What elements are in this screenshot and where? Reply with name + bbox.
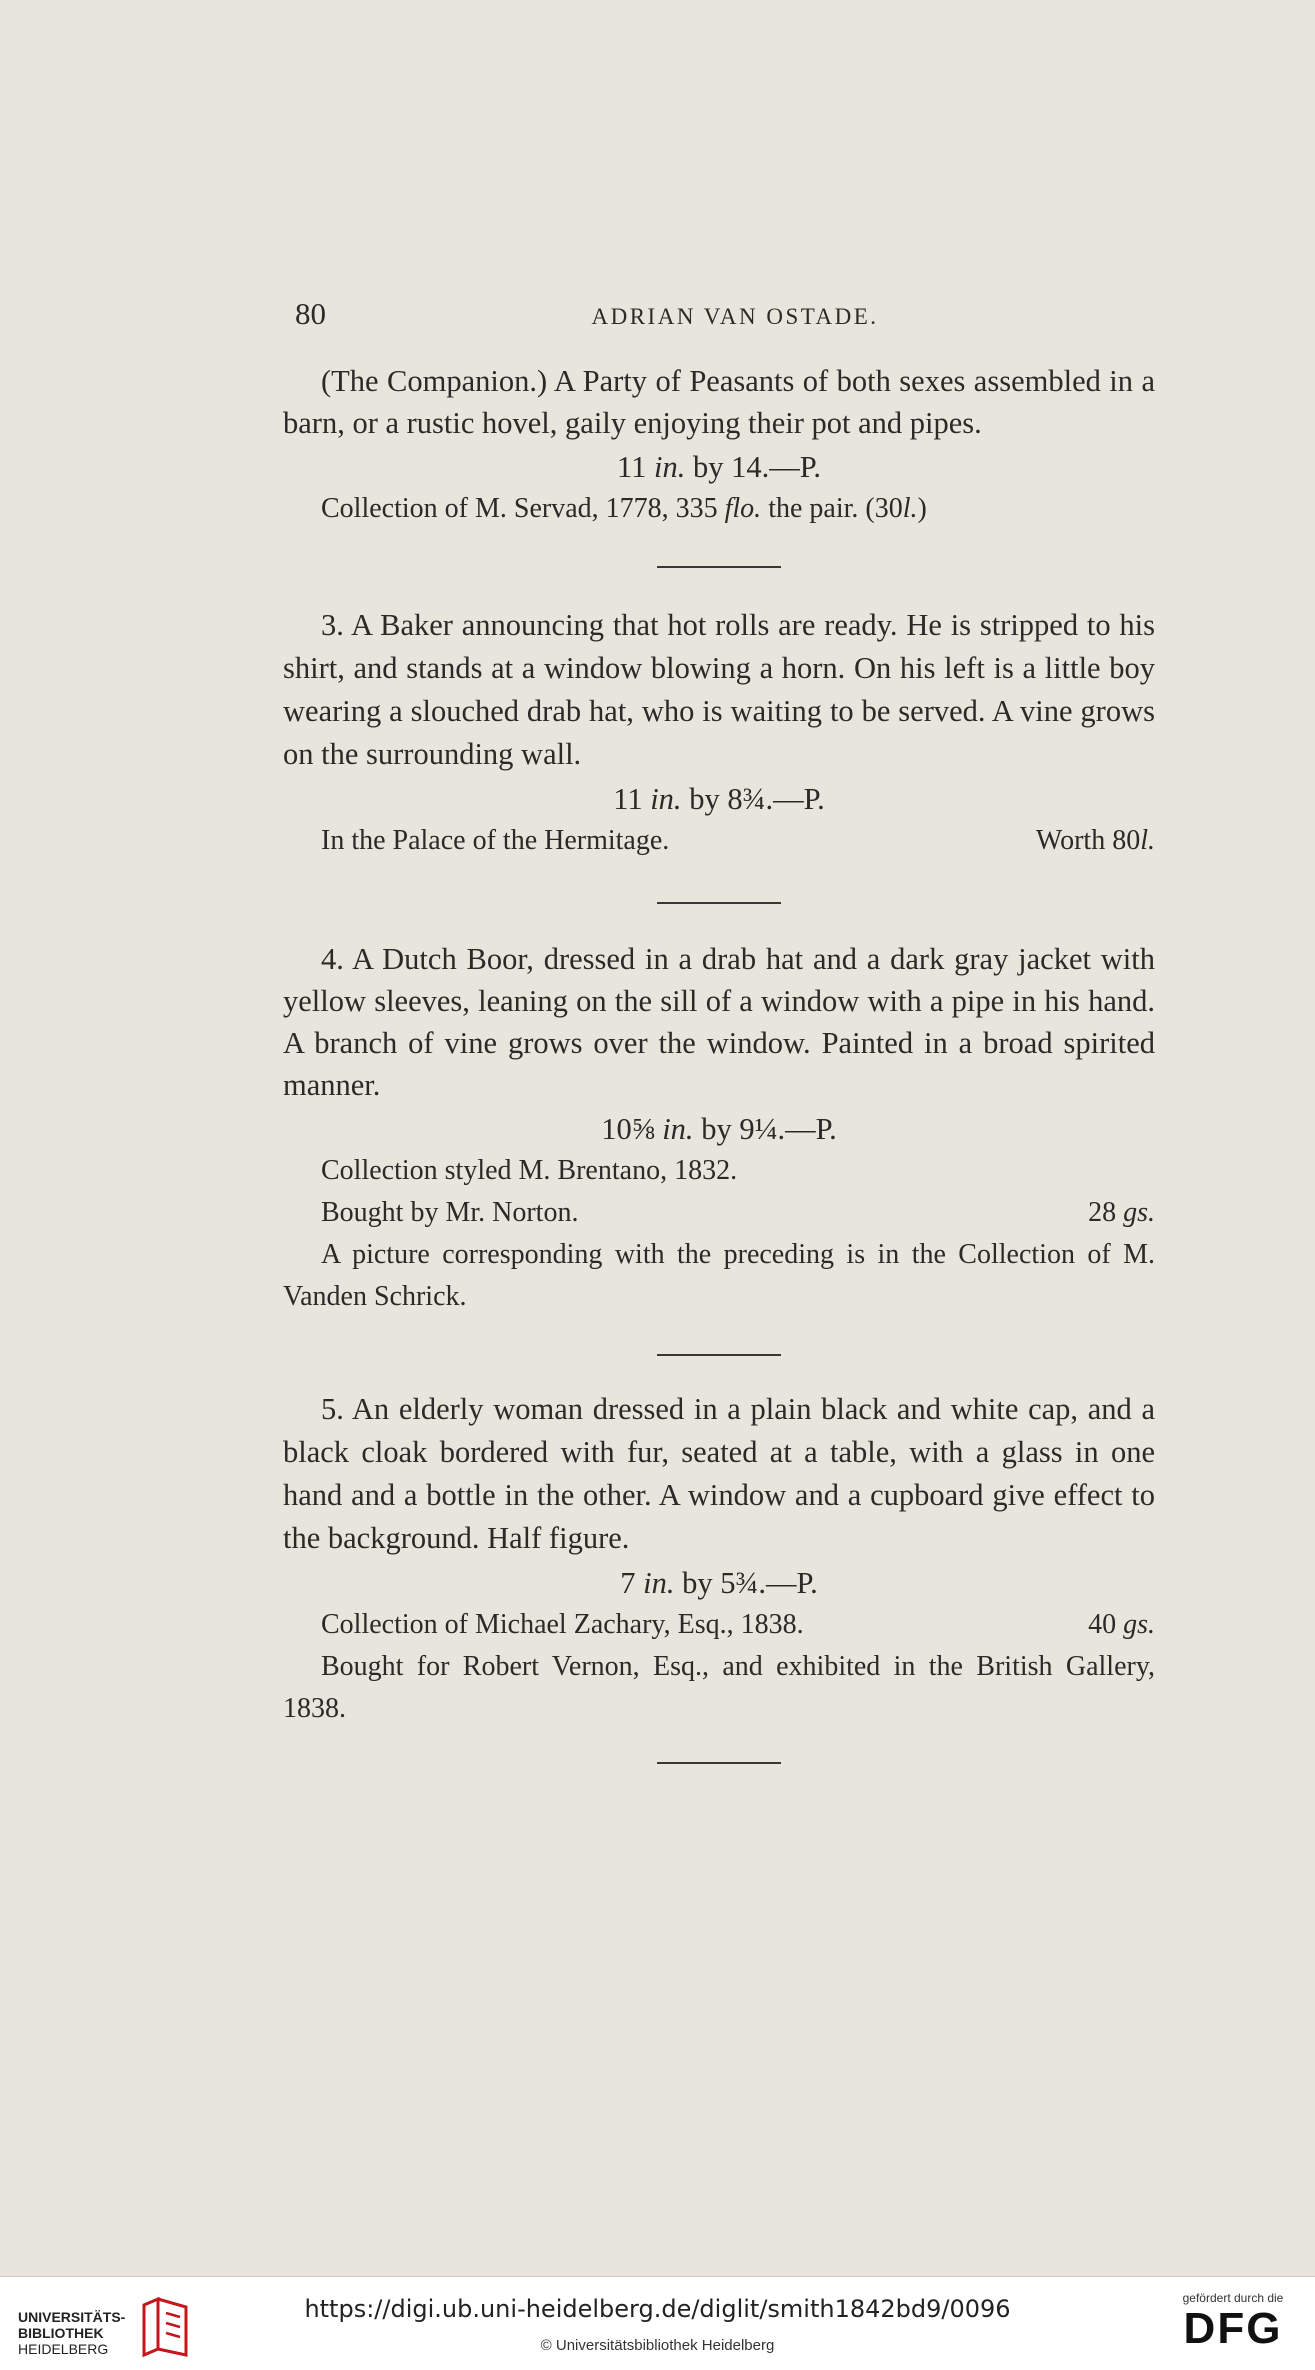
entry-companion <box>283 360 1155 530</box>
page-content <box>283 360 1155 1764</box>
page-header <box>295 296 1175 336</box>
permalink-url[interactable]: https://digi.ub.uni-heidelberg.de/diglit/smith1842bd9/0096 <box>304 2295 1011 2323</box>
entry-collection: Collection of Michael Zachary, Esq., 1838. <box>321 1609 804 1640</box>
dfg-funding-logo[interactable]: gefördert durch die DFG <box>1173 2291 1293 2353</box>
entry-buyer: Bought by Mr. Norton. <box>321 1197 579 1228</box>
entry-description: 5. An elderly woman dressed in a plain black and white cap, and a black cloak bordered with fur, seated at a table, with a glass in one hand and a bottle in the other. A window and a cupboard give effect to the background. Half figure. <box>283 1392 1155 1555</box>
entry-4 <box>283 938 1155 1318</box>
entry-3 <box>283 604 1155 862</box>
page-number: 80 <box>295 296 326 331</box>
entry-location: In the Palace of the Hermitage. <box>321 825 670 856</box>
entry-worth: Worth 80l. <box>1035 825 1155 856</box>
copyright-notice: © Universitätsbibliothek Heidelberg <box>540 2337 775 2354</box>
ub-logo-text: UNIVERSITÄTS- BIBLIOTHEK HEIDELBERG <box>18 2309 126 2357</box>
entry-price: 40 gs. <box>1088 1609 1155 1640</box>
dfg-logo-mark: DFG <box>1183 2304 1283 2353</box>
running-head: ADRIAN VAN OSTADE. <box>591 304 879 329</box>
section-divider <box>657 566 781 568</box>
entry-sale-line <box>321 1604 1155 1646</box>
entry-note: Bought for Robert Vernon, Esq., and exhibited in the British Gallery, 1838. <box>283 1651 1155 1724</box>
entry-location-line <box>321 820 1155 862</box>
entry-dimensions: 10⅝ in. by 9¼.—P. <box>601 1112 837 1146</box>
entry-description: 3. A Baker announcing that hot rolls are ready. He is stripped to his shirt, and stands at a window blowing a horn. On his left is a little boy wearing a slouched drab hat, who is waiting to be served. A vine grows on the surrounding wall. <box>283 608 1155 771</box>
section-divider <box>657 1762 781 1764</box>
entry-dimensions: 11 in. by 14.—P. <box>617 450 821 484</box>
entry-dimensions: 7 in. by 5¾.—P. <box>620 1566 818 1600</box>
entry-dimensions: 11 in. by 8¾.—P. <box>613 782 825 816</box>
entry-description: 4. A Dutch Boor, dressed in a drab hat and a dark gray jacket with yellow sleeves, leaning on the sill of a window with a pipe in his hand. A branch of vine grows over the window. Painted in a broad spirited manner. <box>283 942 1155 1102</box>
entry-sale-line <box>321 1192 1155 1234</box>
entry-note: A picture corresponding with the preceding is in the Collection of M. Vanden Schrick. <box>283 1239 1155 1312</box>
viewer-footer <box>0 2276 1315 2370</box>
entry-description: (The Companion.) A Party of Peasants of both sexes assembled in a barn, or a rustic hovel, gaily enjoying their pot and pipes. <box>283 364 1155 440</box>
entry-provenance: Collection of M. Servad, 1778, 335 flo. the pair. (30l.) <box>321 493 927 524</box>
section-divider <box>657 902 781 904</box>
entry-collection: Collection styled M. Brentano, 1832. <box>321 1155 738 1186</box>
entry-price: 28 gs. <box>1088 1197 1155 1228</box>
section-divider <box>657 1354 781 1356</box>
entry-5 <box>283 1388 1155 1730</box>
